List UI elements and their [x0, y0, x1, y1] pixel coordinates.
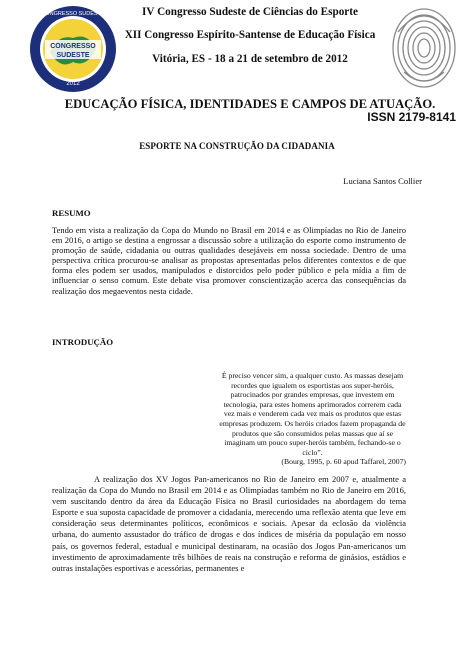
- seal-center-line1: CONGRESSO: [50, 43, 96, 50]
- paper-title: ESPORTE NA CONSTRUÇÃO DA CIDADANIA: [139, 141, 335, 151]
- abstract-text: Tendo em vista a realização da Copa do Mundo no Brasil em 2014 e as Olimpíadas no Rio de Janeiro em 2016, o artigo se destina a engrossar a discussão sobre a utilização do esporte como instrumento de promoção de saúde, cidadania ou outras qualidades desejáveis em nossa sociedade. Dentro de uma perspectiva crítica procurou-se analisar as propostas apresentadas pelos diferentes contextos e de que forma eles podem ser usados, manipulados e distorcidos pelo poder público e pela mídia a fim de influenciar o senso comum. Este debate visa promover conscientização acerca das consequências da realização dos megaeventos nesta cidade.: [52, 225, 406, 296]
- congress-theme: EDUCAÇÃO FÍSICA, IDENTIDADES E CAMPOS DE ATUAÇÃO.: [64, 97, 436, 111]
- seal-year: 2012: [66, 81, 80, 87]
- author-name: Luciana Santos Collier: [343, 176, 422, 186]
- congress-date-line: Vitória, ES - 18 a 21 de setembro de 2012: [152, 53, 348, 65]
- congress-title-line2: XII Congresso Espírito-Santense de Educação Física: [124, 29, 376, 41]
- epigraph-citation: (Bourg, 1995, p. 60 apud Taffarel, 2007): [281, 457, 406, 467]
- abstract-heading: RESUMO: [52, 208, 91, 218]
- congress-title-line1: IV Congresso Sudeste de Ciências do Esporte: [142, 6, 358, 18]
- seal-ring-text: CONGRESSO SUDESTE: [41, 11, 105, 17]
- issn-label: ISSN 2179-8141: [367, 110, 456, 124]
- seal-center-line2: SUDESTE: [56, 52, 90, 59]
- introduction-body: A realização dos XV Jogos Pan-americanos no Rio de Janeiro em 2007 e, atualmente a realização da Copa do Mundo no Brasil em 2014 e as Olimpíadas também no Rio de Janeiro em 2016, vem suscitando dentro da área da Educação Física no Brasil curiosidades na abordagem do tema Esporte e sua suposta capacidade de promover a cidadania, merecendo uma reflexão atenta que leve em consideração seus determinantes políticos, econômicos e sociais. Apesar da eclosão da violência urbana, do aumento assustador do tráfico de drogas e dos índices de miséria da população em nosso país, os governos federal, estadual e municipal destinaram, na ocasião dos Jogos Pan-americanos um investimento de aproximadamente três bilhões de reais na construção e reforma de ginásios, estádios e outras instalações esportivas e acessórias, permanentes e: [52, 474, 406, 573]
- epigraph-quote: [219, 371, 406, 467]
- epigraph-text: É preciso vencer sim, a qualquer custo. As massas desejam recordes que igualem os esportistas aos super-heróis, patrocinados por grandes empresas, que investem em tecnologia, para estes homens aprimorados correrem cada vez mais e venderem cada vez mais os produtos que estas empresas produzem. Os heróis criados fazem propaganda de produtos que são consumidos pelas massas que aí se imaginam um pouco super-heróis também, fechando-se o ciclo”.: [219, 371, 406, 457]
- introduction-heading: INTRODUÇÃO: [52, 337, 114, 347]
